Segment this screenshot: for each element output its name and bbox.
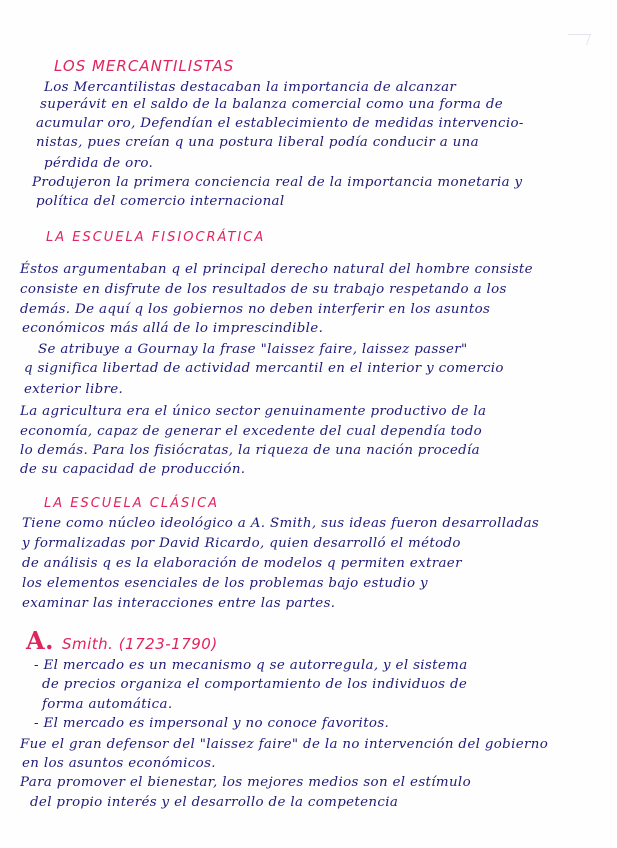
text-line: Éstos argumentaban q el principal derecho natural del hombre consiste: [20, 262, 533, 277]
text-line: de análisis q es la elaboración de modelos q permiten extraer: [22, 556, 462, 571]
heading-mercantilistas: LOS MERCANTILISTAS: [54, 57, 235, 75]
text-line: economía, capaz de generar el excedente del cual dependía todo: [20, 424, 483, 439]
text-line: Produjeron la primera conciencia real de la importancia monetaria y: [32, 175, 523, 190]
heading-escuela-fisiocratica: LA ESCUELA FISIOCRÁTICA: [46, 230, 266, 245]
text-line: del propio interés y el desarrollo de la competencia: [30, 795, 399, 810]
text-line: Los Mercantilistas destacaban la importancia de alcanzar: [44, 80, 457, 95]
text-line: los elementos esenciales de los problemas bajo estudio y: [22, 576, 428, 591]
text-line: y formalizadas por David Ricardo, quien desarrolló el método: [22, 536, 461, 551]
heading-text: Smith. (1723-1790): [61, 635, 218, 653]
text-line: Se atribuye a Gournay la frase "laissez faire, laissez passer": [38, 342, 468, 357]
text-line: q significa libertad de actividad mercantil en el interior y comercio: [24, 361, 504, 376]
heading-initial: A.: [26, 626, 54, 655]
text-line: pérdida de oro.: [44, 156, 154, 171]
text-line: nistas, pues creían q una postura liberal podía conducir a una: [36, 135, 479, 150]
text-line: consiste en disfrute de los resultados de su trabajo respetando a los: [20, 282, 507, 297]
heading-escuela-clasica: LA ESCUELA CLÁSICA: [44, 496, 220, 511]
text-line: de su capacidad de producción.: [20, 462, 246, 477]
text-line: La agricultura era el único sector genuinamente productivo de la: [20, 404, 487, 419]
text-line: económicos más allá de lo imprescindible.: [22, 321, 324, 336]
text-line: política del comercio internacional: [36, 194, 285, 209]
page-corner-mark: [564, 34, 591, 45]
heading-a-smith: [26, 626, 218, 655]
text-line: Fue el gran defensor del "laissez faire" de la no intervención del gobierno: [20, 737, 549, 752]
text-line: acumular oro, Defendían el establecimiento de medidas intervencio-: [36, 116, 524, 131]
text-line: de precios organiza el comportamiento de los individuos de: [42, 677, 468, 692]
text-line: - El mercado es impersonal y no conoce favoritos.: [34, 716, 390, 731]
text-line: demás. De aquí q los gobiernos no deben interferir en los asuntos: [20, 302, 491, 317]
text-line: exterior libre.: [24, 382, 124, 397]
text-line: forma automática.: [42, 697, 173, 712]
text-line: Para promover el bienestar, los mejores medios son el estímulo: [20, 775, 471, 790]
text-line: superávit en el saldo de la balanza comercial como una forma de: [40, 97, 504, 112]
text-line: - El mercado es un mecanismo q se autorregula, y el sistema: [34, 658, 468, 673]
text-line: Tiene como núcleo ideológico a A. Smith, sus ideas fueron desarrolladas: [22, 516, 540, 531]
text-line: examinar las interacciones entre las partes.: [22, 596, 336, 611]
text-line: lo demás. Para los fisiócratas, la riqueza de una nación procedía: [20, 443, 480, 458]
text-line: en los asuntos económicos.: [22, 756, 216, 771]
